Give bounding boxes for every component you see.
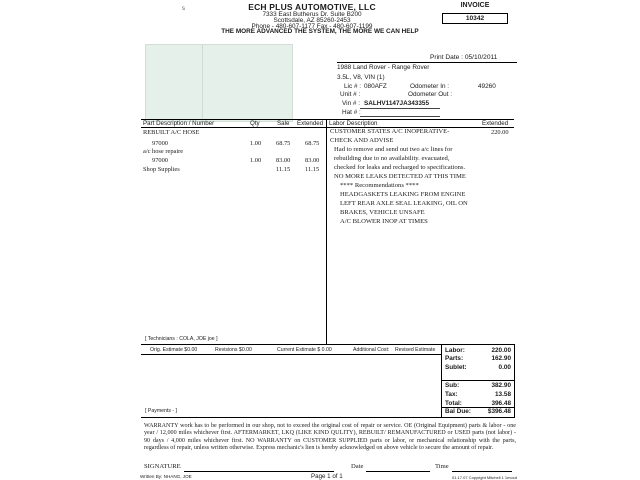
- labor-line-11: A/C BLOWER INOP AT TIMES: [340, 218, 428, 225]
- invoice-label: INVOICE: [460, 2, 490, 9]
- time-label: Time: [435, 463, 449, 470]
- part-row-5-ext: 11.15: [305, 166, 320, 173]
- vin-underline: [360, 108, 440, 109]
- current-estimate: Current Estimate $ 0.00: [277, 347, 332, 353]
- company-phone: Phone - 480-607-1177 Fax - 480-607-1199: [251, 23, 373, 30]
- total-sublet: Sublet: 0.00: [445, 364, 511, 371]
- vehicle-engine: 3.5L, V8, VIN (1): [337, 74, 385, 81]
- labor-line-7: **** Recommendations ****: [340, 182, 419, 189]
- part-row-2-ext: 68.75: [305, 140, 320, 147]
- estimate-top-rule: [141, 344, 441, 345]
- part-row-2-qty: 1.00: [250, 140, 262, 147]
- part-row-4-qty: 1.00: [250, 157, 262, 164]
- col-extended: Extended: [297, 120, 324, 127]
- total-parts: Parts: 162.90: [445, 355, 511, 362]
- company-city: Scottsdale, AZ 85260-2453: [273, 17, 351, 24]
- additional-cost: Additional Cost:: [353, 347, 390, 353]
- labor-line-3: Had to remove and send out two a/c lines for: [334, 146, 453, 153]
- col-part: Part Description / Number: [143, 120, 215, 127]
- table-header-rule: [141, 127, 514, 128]
- part-row-3-desc: a/c hose repaire: [143, 148, 184, 155]
- hat-label: Hat # :: [342, 109, 361, 116]
- vehicle-model: 1988 Land Rover - Range Rover: [337, 64, 430, 71]
- total-labor: Labor: 220.00: [445, 347, 511, 354]
- revisions: Revisions $0.00: [215, 347, 252, 353]
- page-number: Page 1 of 1: [311, 473, 343, 480]
- copyright: 01.17.07 Copyright Mitchell 1 1mocd: [452, 475, 517, 480]
- labor-line-5: checked for leaks and recharged to specifications.: [334, 164, 466, 171]
- company-tagline: THE MORE ADVANCED THE SYSTEM, THE MORE WE CAN HELP: [221, 28, 419, 35]
- print-date: Print Date : 05/10/2011: [430, 54, 498, 61]
- col-labor: Labor Description: [329, 120, 378, 127]
- part-row-5-sale: 11.15: [276, 166, 291, 173]
- company-address: 7333 East Butherus Dr. Suite B200: [262, 11, 362, 18]
- revised-estimate: Revised Estimate: [395, 347, 436, 353]
- time-line: [452, 471, 512, 472]
- invoice-number: 10342: [442, 13, 508, 24]
- labor-line-9: LEFT REAR AXLE SEAL LEAKING, OIL ON: [340, 200, 468, 207]
- signature-line: [184, 471, 334, 472]
- part-row-5-desc: Shop Supplies: [143, 166, 180, 173]
- warranty-text: WARRANTY work has to be performed in our shop, not to exceed the original cost of repair or service. OE (Original Equipment) parts & labor - one year / 12,000 miles whichever first. AFTERMARKET, LKQ (LIKE KIND QULITY), REBUILT/ REMANUFACTURED or USED parts (not labor) - 90 days / 4,000 miles whichever first. NO WARRANTY on CUSTOMER SUPPLIED parts or labor, or mechanical relationship with the parts, regardless of repair, unless written otherwise. Express mechanic's lien is hereby acknowledged on above vehicle to secure the amount of repair.: [144, 423, 516, 452]
- total-sub: Sub: 382.90: [445, 382, 511, 389]
- lic-label: Lic # :: [344, 83, 362, 90]
- col-qty: Qty: [250, 120, 260, 127]
- total-balance-due: Bal Due: $396.48: [445, 408, 511, 415]
- total-tax: Tax: 13.58: [445, 391, 511, 398]
- unit-label: Unit # :: [340, 91, 361, 98]
- labor-line-6: NO MORE LEAKS DETECTED AT THIS TIME: [334, 173, 466, 180]
- technicians: [ Technicians : COLA, JOE joe ]: [145, 336, 218, 342]
- part-row-4-ext: 83.00: [305, 157, 320, 164]
- part-row-2-desc: 97000: [152, 140, 168, 147]
- written-by: Written By: NHANG, JOE: [140, 474, 192, 479]
- print-date-rule: [337, 62, 517, 63]
- sticky-note: [145, 44, 293, 122]
- labor-line-4: rebuilding due to no availability. evacuated,: [334, 155, 450, 162]
- part-row-4-desc: 97000: [152, 157, 168, 164]
- date-line: [366, 471, 430, 472]
- labor-line-2: CHECK AND ADVISE: [330, 137, 394, 144]
- table-divider: [326, 119, 327, 344]
- labor-line-8: HEADGASKETS LEAKING FROM ENGINE: [340, 191, 466, 198]
- labor-line-1: CUSTOMER STATES A/C INOPERATIVE-: [330, 128, 450, 135]
- col-labor-extended: Extended: [482, 120, 509, 127]
- odometer-in-value: 49260: [478, 83, 496, 90]
- odometer-out-label: Odometer Out :: [408, 91, 453, 98]
- vin-label: Vin # :: [342, 100, 361, 107]
- estimate-bottom-rule: [141, 354, 441, 355]
- hat-underline: [360, 116, 440, 117]
- part-row-4-sale: 83.00: [276, 157, 291, 164]
- col-sale: Sale: [277, 120, 290, 127]
- company-name: ECH PLUS AUTOMOTIVE, LLC: [248, 2, 376, 12]
- labor-line-10: BRAKES, VEHICLE UNSAFE: [340, 209, 425, 216]
- labor-extended-value: 220.00: [491, 129, 509, 136]
- orig-estimate: Orig. Estimate $0.00: [150, 347, 198, 353]
- signature-label: SIGNATURE: [144, 463, 181, 470]
- vin-value: SALHV1147JA343355: [364, 100, 430, 107]
- part-row-1-desc: REBUILT A/C HOSE: [143, 129, 200, 136]
- payments: [ Payments - ]: [145, 408, 177, 414]
- totals-box: [441, 344, 515, 418]
- odometer-in-label: Odometer In :: [410, 83, 450, 90]
- part-row-2-sale: 68.75: [276, 140, 291, 147]
- total-total: Total: 396.48: [445, 400, 511, 407]
- lic-value: 080AFZ: [364, 83, 387, 90]
- scan-mark: s: [182, 6, 185, 12]
- date-label: Date: [351, 463, 364, 470]
